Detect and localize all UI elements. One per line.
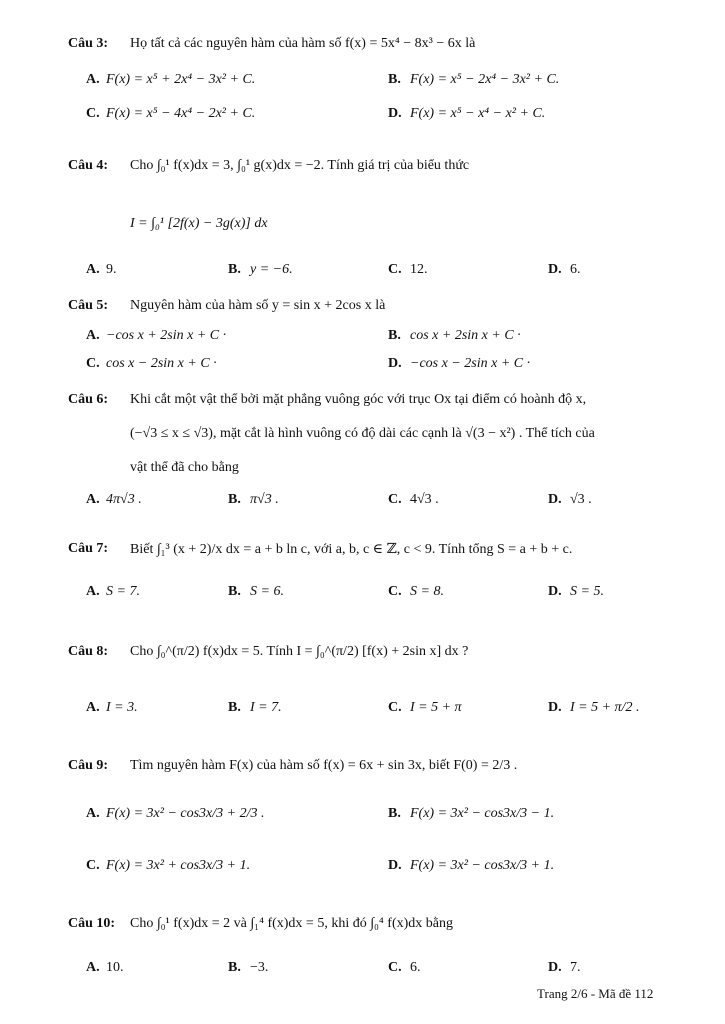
option-text: cos x − 2sin x + C · <box>106 356 217 371</box>
option-label: C. <box>388 262 402 277</box>
option-text: −cos x + 2sin x + C · <box>106 328 227 343</box>
option-label: D. <box>548 700 562 715</box>
question-text: Cho ∫₀^(π/2) f(x)dx = 5. Tính I = ∫₀^(π/2) [f(x) + 2sin x] dx ? <box>130 644 469 659</box>
option-label: A. <box>86 262 100 277</box>
option-label: C. <box>86 106 100 121</box>
option-text: S = 8. <box>410 584 444 599</box>
option-text: S = 5. <box>570 584 604 599</box>
question-label: Câu 7: <box>68 541 109 556</box>
option-text: 6. <box>410 960 421 975</box>
option-label: A. <box>86 584 100 599</box>
option-label: C. <box>388 584 402 599</box>
option-label: A. <box>86 328 100 343</box>
option-text: F(x) = 3x² + cos3x/3 + 1. <box>106 858 251 873</box>
option-text: F(x) = 3x² − cos3x/3 + 1. <box>410 858 555 873</box>
option-label: B. <box>228 262 241 277</box>
option-label: A. <box>86 960 100 975</box>
option-text: cos x + 2sin x + C · <box>410 328 521 343</box>
option-text: I = 5 + π <box>410 700 462 715</box>
option-label: D. <box>388 106 402 121</box>
option-text: 4π√3 . <box>106 492 142 507</box>
question-text: Tìm nguyên hàm F(x) của hàm số f(x) = 6x + sin 3x, biết F(0) = 2/3 . <box>130 758 518 773</box>
option-text: F(x) = x⁵ + 2x⁴ − 3x² + C. <box>106 72 256 87</box>
option-text: 10. <box>106 960 124 975</box>
option-text: √3 . <box>570 492 592 507</box>
option-text: 7. <box>570 960 581 975</box>
option-text: 12. <box>410 262 428 277</box>
option-label: C. <box>388 960 402 975</box>
option-label: B. <box>388 72 401 87</box>
option-label: B. <box>388 328 401 343</box>
option-label: C. <box>86 356 100 371</box>
question-label: Câu 9: <box>68 758 109 773</box>
option-text: −3. <box>250 960 269 975</box>
option-label: D. <box>388 356 402 371</box>
question-text: Biết ∫₁³ (x + 2)/x dx = a + b ln c, với a, b, c ∈ ℤ, c < 9. Tính tổng S = a + b + c. <box>130 542 573 557</box>
option-label: B. <box>228 492 241 507</box>
question-text: Nguyên hàm của hàm số y = sin x + 2cos x là <box>130 298 386 313</box>
option-text: F(x) = 3x² − cos3x/3 − 1. <box>410 806 555 821</box>
option-label: D. <box>548 960 562 975</box>
option-text: y = −6. <box>250 262 293 277</box>
question-label: Câu 4: <box>68 158 109 173</box>
option-label: B. <box>228 584 241 599</box>
option-label: A. <box>86 72 100 87</box>
option-label: D. <box>388 858 402 873</box>
option-text: I = 5 + π/2 . <box>570 700 640 715</box>
question-label: Câu 5: <box>68 298 109 313</box>
option-label: B. <box>228 700 241 715</box>
option-text: I = 3. <box>106 700 138 715</box>
question-label: Câu 3: <box>68 36 109 51</box>
option-label: B. <box>228 960 241 975</box>
question-text: Khi cắt một vật thể bởi mặt phẳng vuông góc với trục Ox tại điểm có hoành độ x, <box>130 392 587 407</box>
question-text: Họ tất cả các nguyên hàm của hàm số f(x) = 5x⁴ − 8x³ − 6x là <box>130 36 476 51</box>
question-label: Câu 6: <box>68 392 109 407</box>
option-label: D. <box>548 584 562 599</box>
option-text: 9. <box>106 262 117 277</box>
question-text-line2: (−√3 ≤ x ≤ √3), mặt cắt là hình vuông có độ dài các cạnh là √(3 − x²) . Thể tích của <box>130 426 595 441</box>
option-text: F(x) = 3x² − cos3x/3 + 2/3 . <box>106 806 265 821</box>
option-label: C. <box>86 858 100 873</box>
option-text: I = 7. <box>250 700 282 715</box>
question-formula: I = ∫₀¹ [2f(x) − 3g(x)] dx <box>130 216 268 231</box>
option-text: −cos x − 2sin x + C · <box>410 356 531 371</box>
question-text-line3: vật thể đã cho bằng <box>130 460 239 475</box>
option-label: A. <box>86 700 100 715</box>
option-label: A. <box>86 806 100 821</box>
option-text: 4√3 . <box>410 492 439 507</box>
option-label: D. <box>548 262 562 277</box>
page-footer: Trang 2/6 - Mã đề 112 <box>537 986 654 1001</box>
option-label: A. <box>86 492 100 507</box>
option-text: S = 6. <box>250 584 284 599</box>
option-label: D. <box>548 492 562 507</box>
option-text: π√3 . <box>250 492 279 507</box>
question-label: Câu 10: <box>68 916 116 931</box>
option-text: F(x) = x⁵ − 2x⁴ − 3x² + C. <box>410 72 560 87</box>
option-label: B. <box>388 806 401 821</box>
question-text: Cho ∫₀¹ f(x)dx = 3, ∫₀¹ g(x)dx = −2. Tính giá trị của biểu thức <box>130 158 470 173</box>
option-text: 6. <box>570 262 581 277</box>
option-text: S = 7. <box>106 584 140 599</box>
option-text: F(x) = x⁵ − 4x⁴ − 2x² + C. <box>106 106 256 121</box>
option-text: F(x) = x⁵ − x⁴ − x² + C. <box>410 106 546 121</box>
question-text: Cho ∫₀¹ f(x)dx = 2 và ∫₁⁴ f(x)dx = 5, khi đó ∫₀⁴ f(x)dx bằng <box>130 916 454 931</box>
option-label: C. <box>388 700 402 715</box>
option-label: C. <box>388 492 402 507</box>
question-label: Câu 8: <box>68 644 109 659</box>
